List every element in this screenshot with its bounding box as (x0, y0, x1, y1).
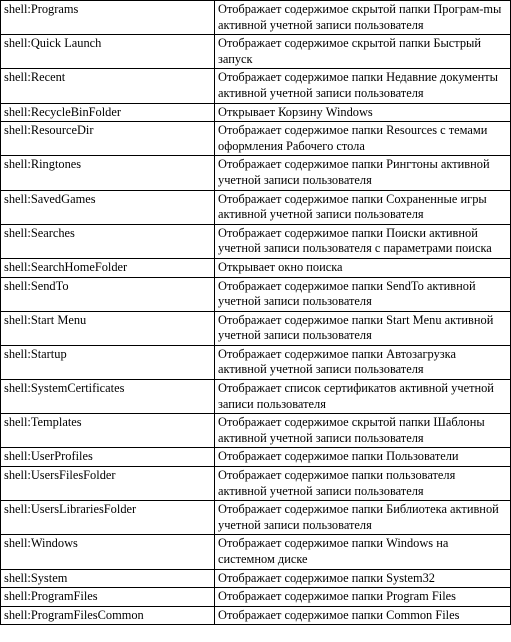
command-cell: shell:RecycleBinFolder (1, 103, 215, 122)
command-cell: shell:UsersFilesFolder (1, 467, 215, 501)
command-cell: shell:Recent (1, 69, 215, 103)
description-cell: Отображает содержимое скрытой папки Програм-mы активной учетной записи пользователя (215, 1, 511, 35)
command-cell: shell:SendTo (1, 277, 215, 311)
description-cell: Открывает окно поиска (215, 258, 511, 277)
table-row (1, 606, 511, 625)
command-cell: shell:SearchHomeFolder (1, 258, 215, 277)
table-row (1, 1, 511, 35)
command-cell: shell:Quick Launch (1, 35, 215, 69)
description-cell: Отображает содержимое скрытой папки Быстрый запуск (215, 35, 511, 69)
description-cell: Отображает содержимое папки пользователя активной учетной записи пользователя (215, 467, 511, 501)
command-cell: shell:Windows (1, 535, 215, 569)
description-cell: Отображает содержимое папки Program Files (215, 588, 511, 607)
command-cell: shell:Startup (1, 345, 215, 379)
table-row (1, 224, 511, 258)
description-cell: Отображает содержимое папки Библиотека активной учетной записи пользователя (215, 501, 511, 535)
description-cell: Отображает содержимое папки Common Files (215, 606, 511, 625)
description-cell: Отображает содержимое папки Рингтоны активной учетной записи пользователя (215, 156, 511, 190)
table-body (1, 1, 511, 625)
description-cell: Отображает список сертификатов активной учетной записи пользователя (215, 380, 511, 414)
table-row (1, 190, 511, 224)
table-row (1, 277, 511, 311)
description-cell: Отображает содержимое скрытой папки Шаблоны активной учетной записи пользователя (215, 414, 511, 448)
description-cell: Отображает содержимое папки Автозагрузка активной учетной записи пользователя (215, 345, 511, 379)
table-row (1, 103, 511, 122)
command-cell: shell:Programs (1, 1, 215, 35)
description-cell: Отображает содержимое папки Недавние документы активной учетной записи пользователя (215, 69, 511, 103)
table-row (1, 380, 511, 414)
command-cell: shell:Start Menu (1, 311, 215, 345)
description-cell: Отображает содержимое папки Start Menu активной учетной записи пользователя (215, 311, 511, 345)
description-cell: Отображает содержимое папки Resources с темами оформления Рабочего стола (215, 122, 511, 156)
description-cell: Отображает содержимое папки SendTo активной учетной записи пользователя (215, 277, 511, 311)
command-cell: shell:ProgramFilesCommon (1, 606, 215, 625)
table-row (1, 414, 511, 448)
table-row (1, 35, 511, 69)
description-cell: Отображает содержимое папки Поиски активной учетной записи пользователя с параметрами поиска (215, 224, 511, 258)
command-cell: shell:UsersLibrariesFolder (1, 501, 215, 535)
command-cell: shell:Templates (1, 414, 215, 448)
command-cell: shell:ProgramFiles (1, 588, 215, 607)
table-row (1, 569, 511, 588)
command-cell: shell:Ringtones (1, 156, 215, 190)
command-cell: shell:Searches (1, 224, 215, 258)
table-row (1, 345, 511, 379)
table-row (1, 467, 511, 501)
table-row (1, 501, 511, 535)
table-row (1, 122, 511, 156)
description-cell: Отображает содержимое папки Пользователи (215, 448, 511, 467)
table-row (1, 588, 511, 607)
table-row (1, 258, 511, 277)
command-cell: shell:UserProfiles (1, 448, 215, 467)
description-cell: Отображает содержимое папки Сохраненные игры активной учетной записи пользователя (215, 190, 511, 224)
description-cell: Отображает содержимое папки Windows на системном диске (215, 535, 511, 569)
table-row (1, 448, 511, 467)
description-cell: Отображает содержимое папки System32 (215, 569, 511, 588)
command-cell: shell:SystemCertificates (1, 380, 215, 414)
table-row (1, 156, 511, 190)
table-row (1, 535, 511, 569)
command-cell: shell:ResourceDir (1, 122, 215, 156)
table-row (1, 69, 511, 103)
command-cell: shell:SavedGames (1, 190, 215, 224)
command-cell: shell:System (1, 569, 215, 588)
table-row (1, 311, 511, 345)
description-cell: Открывает Корзину Windows (215, 103, 511, 122)
